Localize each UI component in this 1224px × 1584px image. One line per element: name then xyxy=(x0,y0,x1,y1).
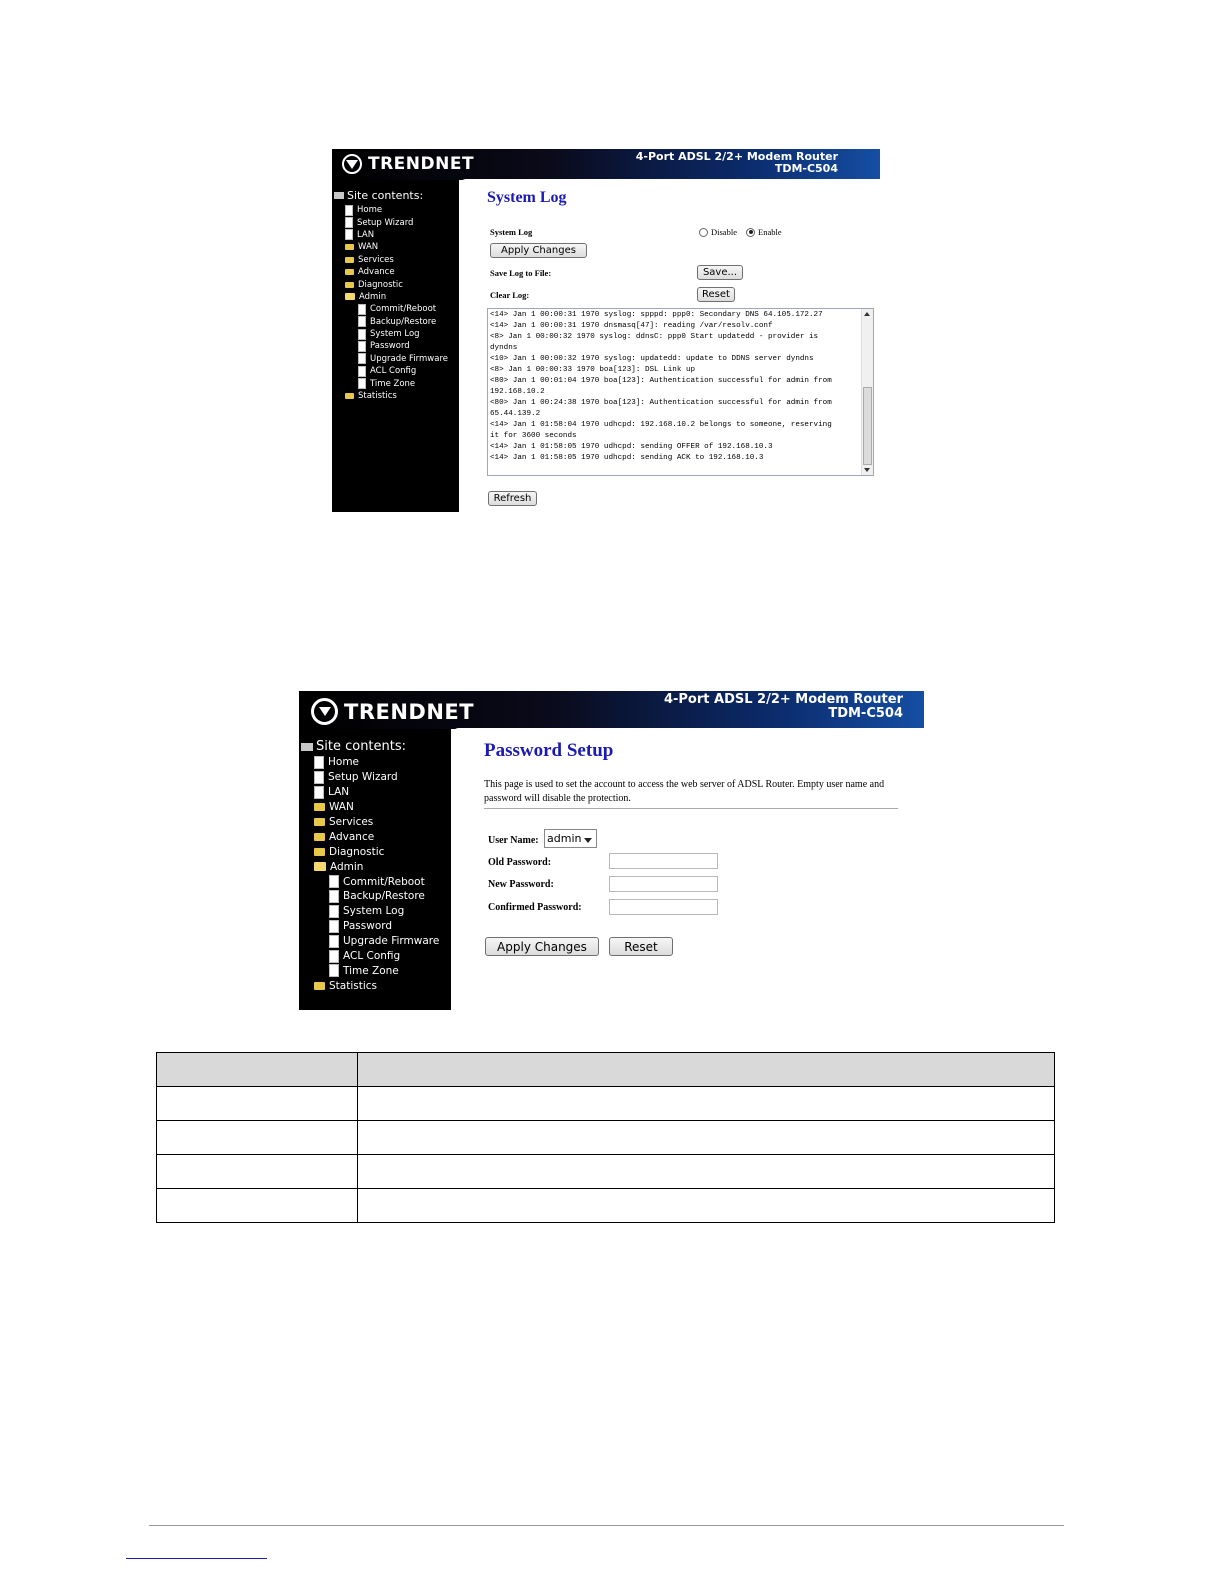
open-folder-icon xyxy=(345,293,355,300)
sidebar-item-label: Advance xyxy=(358,267,395,278)
radio-enable[interactable]: Enable xyxy=(746,227,782,237)
sidebar-item-system-log[interactable] xyxy=(332,328,448,340)
folder-icon xyxy=(345,393,354,399)
doc-icon xyxy=(358,341,366,352)
logo-mark-icon xyxy=(342,154,362,174)
doc-icon xyxy=(329,935,339,948)
user-name-value: admin xyxy=(547,832,582,845)
doc-icon xyxy=(358,304,366,315)
doc-icon xyxy=(358,378,366,389)
log-line: <8> Jan 1 00:00:32 1970 syslog: ddnsC: ppp0 Start updatedd - provider is xyxy=(490,333,819,341)
sidebar-item-advance[interactable] xyxy=(332,266,448,278)
sidebar-item-label: Home xyxy=(328,756,360,769)
sidebar-item-label: LAN xyxy=(357,229,375,240)
sidebar-item-label: Admin xyxy=(359,291,387,302)
doc-icon xyxy=(358,316,366,327)
folder-icon xyxy=(345,244,354,250)
table-header-cell xyxy=(358,1053,1055,1087)
computer-icon xyxy=(334,192,344,199)
log-line: <14> Jan 1 01:58:04 1970 udhcpd: 192.168.10.2 belongs to someone, reserving xyxy=(490,421,832,429)
log-line: <14> Jan 1 01:58:05 1970 udhcpd: sending ACK to 192.168.10.3 xyxy=(490,454,764,462)
log-line: <8> Jan 1 00:00:33 1970 boa[123]: DSL Link up xyxy=(490,366,696,374)
system-log-label: System Log xyxy=(490,227,533,237)
sidebar-item-wan[interactable] xyxy=(332,241,448,253)
sidebar-item-label: LAN xyxy=(328,786,350,799)
sidebar xyxy=(299,729,451,1010)
folder-icon xyxy=(345,257,354,263)
folder-icon xyxy=(314,818,325,826)
doc-icon xyxy=(314,756,324,769)
sidebar-item-diagnostic[interactable] xyxy=(299,844,439,859)
sidebar-item-label: ACL Config xyxy=(343,950,401,963)
confirmed-password-field[interactable] xyxy=(609,899,718,915)
sidebar-item-acl-config[interactable] xyxy=(299,949,439,964)
old-password-label: Old Password: xyxy=(488,857,552,868)
sidebar-item-label: Setup Wizard xyxy=(357,217,414,228)
reset-button[interactable]: Reset xyxy=(609,937,673,956)
user-name-label: User Name: xyxy=(488,835,539,846)
sidebar-item-label: System Log xyxy=(370,329,420,340)
sidebar-item-password[interactable] xyxy=(299,919,439,934)
scroll-down-arrow-icon[interactable] xyxy=(864,468,870,472)
doc-icon xyxy=(358,353,366,364)
model-line1: 4-Port ADSL 2/2+ Modem Router xyxy=(663,692,903,707)
sidebar-item-label: Commit/Reboot xyxy=(370,304,437,315)
table-cell xyxy=(157,1121,358,1155)
table-header-row xyxy=(157,1053,1055,1087)
log-line: <80> Jan 1 00:24:38 1970 boa[123]: Authentication successful for admin from xyxy=(490,399,832,407)
divider xyxy=(484,808,898,809)
sidebar-item-upgrade-firmware[interactable] xyxy=(299,934,439,949)
table-row xyxy=(157,1121,1055,1155)
sidebar-nav xyxy=(332,204,448,402)
folder-icon xyxy=(314,803,325,811)
log-line: <10> Jan 1 00:00:32 1970 syslog: updatedd: update to DDNS server dyndns xyxy=(490,355,814,363)
reset-log-button[interactable]: Reset xyxy=(697,287,735,302)
doc-icon xyxy=(345,217,353,228)
sidebar-item-time-zone[interactable] xyxy=(332,377,448,389)
sidebar-item-label: Time Zone xyxy=(343,964,399,977)
log-line: <14> Jan 1 00:00:31 1970 dnsmasq[47]: reading /var/resolv.conf xyxy=(490,322,773,330)
page-title: Password Setup xyxy=(484,740,614,761)
model-line1: 4-Port ADSL 2/2+ Modem Router xyxy=(635,150,838,163)
confirmed-password-label: Confirmed Password: xyxy=(488,902,582,913)
folder-icon xyxy=(314,833,325,841)
sidebar-item-diagnostic[interactable] xyxy=(332,278,448,290)
folder-icon xyxy=(345,269,354,275)
apply-changes-button[interactable]: Apply Changes xyxy=(485,937,599,956)
sidebar-item-backup-restore[interactable] xyxy=(299,889,439,904)
sidebar-item-label: Statistics xyxy=(358,391,397,402)
doc-icon xyxy=(314,786,324,799)
save-log-button[interactable]: Save... xyxy=(697,265,743,280)
refresh-button[interactable]: Refresh xyxy=(488,491,537,506)
sidebar-item-label: Password xyxy=(343,920,393,933)
doc-icon xyxy=(329,905,339,918)
logo-mark-icon xyxy=(311,698,338,725)
table-header-cell xyxy=(157,1053,358,1087)
scroll-up-arrow-icon[interactable] xyxy=(864,312,870,316)
sidebar-item-label: Diagnostic xyxy=(329,845,385,858)
log-line: <14> Jan 1 00:00:31 1970 syslog: spppd: ppp0: Secondary DNS 64.105.172.27 xyxy=(490,311,823,319)
sidebar-item-time-zone[interactable] xyxy=(299,963,439,978)
sidebar-item-lan[interactable] xyxy=(299,785,439,800)
log-line: 65.44.139.2 xyxy=(490,410,541,418)
sidebar-item-label: WAN xyxy=(358,242,379,253)
sidebar-item-home[interactable] xyxy=(299,755,439,770)
sidebar-item-admin[interactable] xyxy=(299,859,439,874)
sidebar-item-label: Services xyxy=(329,816,374,828)
page-description: This page is used to set the account to access the web server of ADSL Router. Empty user name and password will disable the protection. xyxy=(484,779,885,804)
sidebar-item-label: Setup Wizard xyxy=(328,771,398,784)
log-line: <80> Jan 1 00:01:04 1970 boa[123]: Authentication successful for admin from xyxy=(490,377,832,385)
doc-icon xyxy=(329,890,339,903)
doc-icon xyxy=(314,771,324,784)
sidebar-item-password[interactable] xyxy=(332,340,448,352)
table-cell xyxy=(358,1121,1055,1155)
system-log-screenshot xyxy=(332,149,880,512)
computer-icon xyxy=(301,743,313,751)
sidebar-item-services[interactable] xyxy=(299,815,439,830)
chevron-down-icon xyxy=(584,838,592,843)
sidebar-item-backup-restore[interactable] xyxy=(332,316,448,328)
sidebar-item-setup-wizard[interactable] xyxy=(299,770,439,785)
table-cell xyxy=(157,1155,358,1189)
doc-icon xyxy=(329,950,339,963)
sidebar-item-label: System Log xyxy=(343,905,405,918)
sidebar-item-label: Commit/Reboot xyxy=(343,875,425,888)
header-curve xyxy=(451,728,924,736)
model-title xyxy=(664,693,903,720)
sidebar-item-system-log[interactable] xyxy=(299,904,439,919)
sidebar-item-wan[interactable] xyxy=(299,800,439,815)
doc-icon xyxy=(329,920,339,933)
description-table xyxy=(156,1052,1055,1223)
doc-icon xyxy=(329,964,339,977)
table-cell xyxy=(157,1189,358,1223)
sidebar-item-label: Backup/Restore xyxy=(343,890,425,903)
log-scrollbar[interactable] xyxy=(861,309,873,475)
table-row xyxy=(157,1189,1055,1223)
trendnet-logo: TRENDNET xyxy=(342,154,474,174)
log-line: it for 3600 seconds xyxy=(490,432,577,440)
sidebar-item-label: ACL Config xyxy=(370,366,417,377)
radio-enable-dot[interactable] xyxy=(746,228,755,237)
folder-icon xyxy=(314,982,325,990)
user-name-select[interactable] xyxy=(544,829,597,848)
folder-icon xyxy=(314,848,325,856)
sidebar xyxy=(332,180,459,512)
scroll-thumb[interactable] xyxy=(863,387,872,465)
sidebar-item-lan[interactable] xyxy=(332,229,448,241)
page-title: System Log xyxy=(487,189,567,206)
sidebar-item-label: Admin xyxy=(330,860,364,873)
radio-disable-dot[interactable] xyxy=(699,228,708,237)
table-cell xyxy=(157,1087,358,1121)
radio-disable[interactable]: Disable xyxy=(699,227,737,237)
sidebar-item-label: Time Zone xyxy=(370,378,416,389)
footer-rule xyxy=(149,1525,1064,1526)
footer-link-underline[interactable] xyxy=(126,1558,267,1559)
save-log-label: Save Log to File: xyxy=(490,268,552,278)
new-password-label: New Password: xyxy=(488,879,554,890)
table-row xyxy=(157,1087,1055,1121)
site-contents-header: Site contents: xyxy=(334,189,423,202)
doc-icon xyxy=(358,366,366,377)
trendnet-logo: TRENDNET xyxy=(311,698,474,725)
apply-changes-button[interactable]: Apply Changes xyxy=(490,243,587,258)
model-line2: TDM-C504 xyxy=(774,161,838,175)
sidebar-item-acl-config[interactable] xyxy=(332,365,448,377)
clear-log-label: Clear Log: xyxy=(490,290,530,300)
sidebar-item-label: Backup/Restore xyxy=(370,316,437,327)
sidebar-item-advance[interactable] xyxy=(299,829,439,844)
sidebar-item-commit-reboot[interactable] xyxy=(332,303,448,315)
log-lines xyxy=(490,310,859,464)
log-line: dyndns xyxy=(490,344,518,352)
site-contents-header: Site contents: xyxy=(301,739,406,754)
sidebar-item-home[interactable] xyxy=(332,204,448,216)
header-curve xyxy=(460,179,880,185)
sidebar-item-commit-reboot[interactable] xyxy=(299,874,439,889)
sidebar-item-statistics[interactable] xyxy=(299,978,439,993)
log-textarea[interactable] xyxy=(487,308,874,476)
doc-icon xyxy=(345,229,353,240)
sidebar-item-label: Advance xyxy=(329,830,375,843)
log-line: 192.168.10.2 xyxy=(490,388,545,396)
doc-icon xyxy=(358,329,366,340)
sidebar-item-statistics[interactable] xyxy=(332,390,448,402)
log-line: <14> Jan 1 01:58:05 1970 udhcpd: sending OFFER of 192.168.10.3 xyxy=(490,443,773,451)
sidebar-item-upgrade-firmware[interactable] xyxy=(332,353,448,365)
sidebar-item-label: WAN xyxy=(329,801,354,814)
model-line2: TDM-C504 xyxy=(828,705,903,721)
table-cell xyxy=(358,1087,1055,1121)
new-password-field[interactable] xyxy=(609,876,718,892)
model-title xyxy=(636,151,838,174)
doc-icon xyxy=(345,205,353,216)
password-setup-screenshot xyxy=(299,691,924,1010)
sidebar-item-label: Services xyxy=(358,254,394,265)
sidebar-item-label: Password xyxy=(370,341,410,352)
table-row xyxy=(157,1155,1055,1189)
old-password-field[interactable] xyxy=(609,853,718,869)
sidebar-item-setup-wizard[interactable] xyxy=(332,216,448,228)
sidebar-item-label: Diagnostic xyxy=(358,279,403,290)
sidebar-item-label: Home xyxy=(357,205,383,216)
sidebar-item-label: Statistics xyxy=(329,979,377,992)
folder-icon xyxy=(345,282,354,288)
sidebar-item-services[interactable] xyxy=(332,254,448,266)
sidebar-item-label: Upgrade Firmware xyxy=(370,353,448,364)
table-cell xyxy=(358,1155,1055,1189)
table-cell xyxy=(358,1189,1055,1223)
doc-icon xyxy=(329,875,339,888)
open-folder-icon xyxy=(314,862,326,871)
sidebar-item-admin[interactable] xyxy=(332,291,448,303)
sidebar-item-label: Upgrade Firmware xyxy=(343,935,440,948)
sidebar-nav xyxy=(299,755,439,993)
